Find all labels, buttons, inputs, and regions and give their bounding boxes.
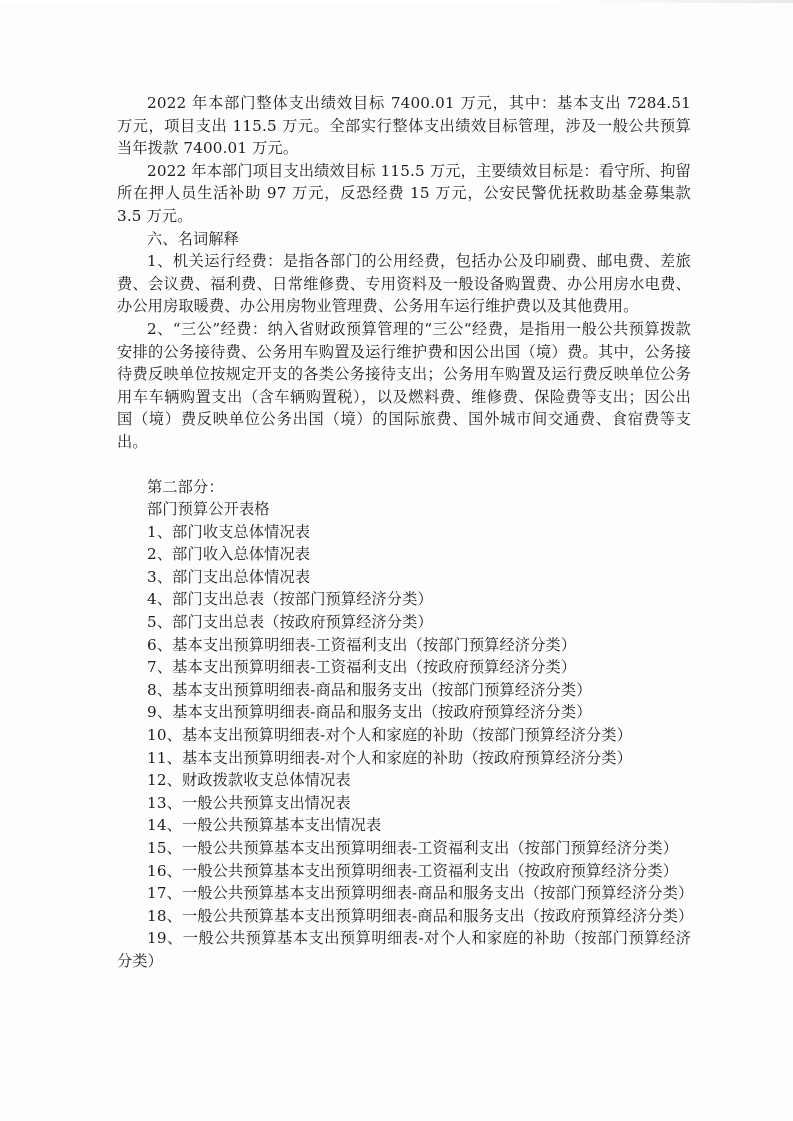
document-body	[117, 92, 694, 973]
list-item: 15、一般公共预算基本支出预算明细表-工资福利支出（按部门预算经济分类）	[147, 839, 679, 857]
list-item: 4、部门支出总表（按部门预算经济分类）	[147, 590, 433, 609]
list-item: 7、基本支出预算明细表-工资福利支出（按政府预算经济分类）	[147, 658, 577, 677]
definition-three-public-expenses: 2、“三公”经费：纳入省财政预算管理的“三公“经费，是指用一般公共预算拨款安排的公务接待费、公务用车购置及运行维护费和因公出国（境）费。其中，公务接待费反映单位按规定开支的各类公务接待支出；公务用车购置及运行费反映单位公务用车车辆购置支出（含车辆购置税），以及燃料费、维修费、保险费等支出；因公出国（境）费反映单位公务出国（境）的国际旅费、国外城市间交通费、食宿费等支出。	[117, 319, 691, 451]
part-two-subheading: 部门预算公开表格	[147, 500, 270, 519]
list-item: 16、一般公共预算基本支出预算明细表-工资福利支出（按政府预算经济分类）	[147, 861, 679, 880]
list-item: 17、一般公共预算基本支出预算明细表-商品和服务支出（按部门预算经济分类）	[147, 884, 694, 903]
list-item: 12、财政拨款收支总体情况表	[147, 771, 351, 790]
list-item: 2、部门收入总体情况表	[147, 545, 311, 564]
part-two-heading: 第二部分：	[147, 477, 224, 496]
list-item: 11、基本支出预算明细表-对个人和家庭的补助（按政府预算经济分类）	[147, 748, 633, 767]
list-item: 19、一般公共预算基本支出预算明细表-对个人和家庭的补助（按部门预算经济分类）	[117, 929, 691, 970]
spacer	[117, 454, 691, 476]
section-six-heading: 六、名词解释	[147, 229, 240, 248]
list-item: 10、基本支出预算明细表-对个人和家庭的补助（按部门预算经济分类）	[147, 726, 633, 745]
list-item: 14、一般公共预算基本支出情况表	[147, 816, 382, 835]
definition-operating-expenses: 1、机关运行经费：是指各部门的公用经费，包括办公及印刷费、邮电费、差旅费、会议费、福利费、日常维修费、专用资料及一般设备购置费、办公用房水电费、办公用房取暖费、办公用房物业管理费、公务用车运行维护费以及其他费用。	[117, 252, 691, 316]
list-item: 5、部门支出总表（按政府预算经济分类）	[147, 613, 433, 632]
list-item: 13、一般公共预算支出情况表	[147, 793, 351, 812]
performance-target-paragraph: 2022 年本部门整体支出绩效目标 7400.01 万元，其中：基本支出 7284.51 万元，项目支出 115.5 万元。全部实行整体支出绩效目标管理，涉及一般公共预算当年拨款 7400.01 万元。	[117, 94, 691, 158]
list-item: 8、基本支出预算明细表-商品和服务支出（按部门预算经济分类）	[147, 680, 592, 699]
scan-edge	[0, 0, 793, 3]
list-item: 6、基本支出预算明细表-工资福利支出（按部门预算经济分类）	[147, 635, 577, 654]
list-item: 1、部门收支总体情况表	[147, 522, 311, 541]
list-item: 18、一般公共预算基本支出预算明细表-商品和服务支出（按政府预算经济分类）	[147, 906, 694, 925]
list-item: 9、基本支出预算明细表-商品和服务支出（按政府预算经济分类）	[147, 703, 592, 722]
list-item: 3、部门支出总体情况表	[147, 567, 311, 586]
table-list	[117, 521, 694, 973]
project-target-paragraph: 2022 年本部门项目支出绩效目标 115.5 万元，主要绩效目标是：看守所、拘留所在押人员生活补助 97 万元，反恐经费 15 万元，公安民警优抚救助基金募集款 3.5 万元。	[117, 161, 691, 225]
